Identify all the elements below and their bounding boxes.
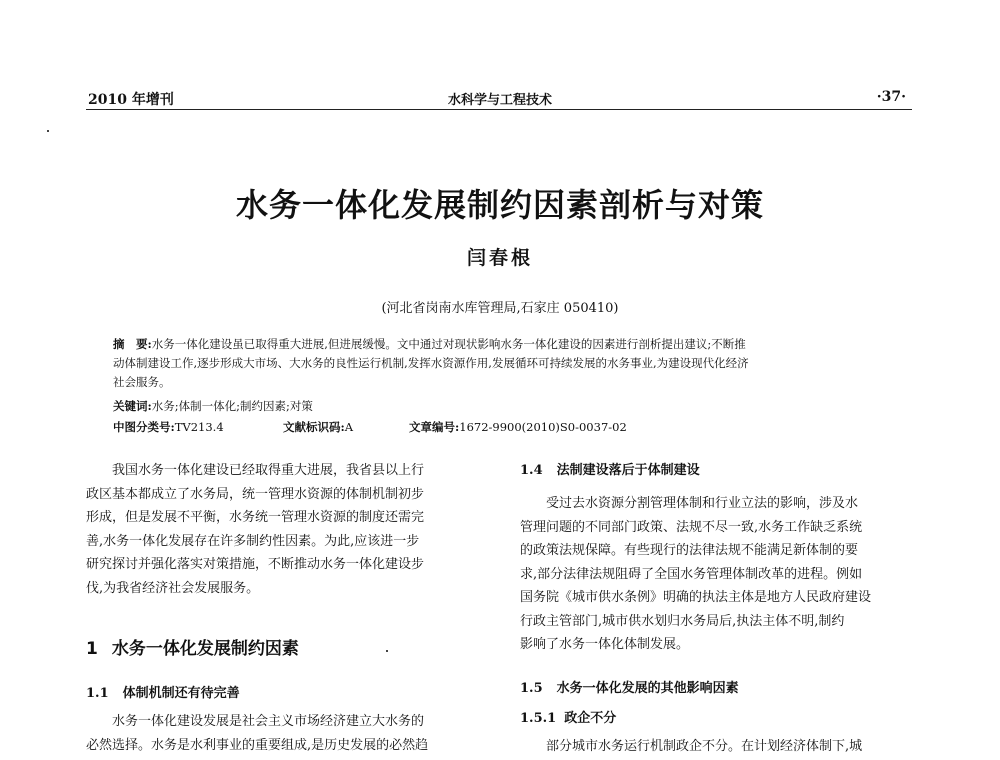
doc-field — [283, 419, 353, 435]
section-title: 法制建设落后于体制建设 — [556, 463, 700, 478]
text-line: 受过去水资源分割管理体制和行业立法的影响，涉及水 — [546, 496, 859, 511]
article-label: 文章编号: — [409, 420, 460, 434]
section-heading-1-5 — [520, 677, 739, 696]
keywords-text: 水务;体制一体化;制约因素;对策 — [151, 399, 313, 413]
abstract-label: 摘 要: — [113, 337, 152, 351]
text-line: 我国水务一体化建设已经取得重大进展，我省县以上行 — [112, 463, 425, 478]
section-heading-1-4 — [520, 459, 700, 478]
section-heading-1-5-1 — [520, 707, 616, 726]
author: 闫春根 — [466, 247, 533, 269]
abstract-line-2: 动体制建设工作,逐步形成大市场、大水务的良性运行机制,发挥水资源作用,发展循环可持续发展的水务事业,为建设现代化经济 — [113, 356, 749, 370]
section-title: 水务一体化发展制约因素 — [111, 639, 299, 659]
clc-value: TV213.4 — [174, 420, 224, 434]
paragraph-1-5-1 — [520, 735, 920, 759]
article-value: 1672-9900(2010)S0-0037-02 — [459, 420, 627, 434]
text-line: 影响了水务一体化体制发展。 — [520, 637, 690, 652]
text-line: 管理问题的不同部门政策、法规不尽一致,水务工作缺乏系统 — [520, 519, 863, 535]
section-title: 水务一体化发展的其他影响因素 — [556, 681, 739, 696]
text-line: 必然选择。水务是水利事业的重要组成,是历史发展的必然趋 — [86, 737, 429, 753]
clc-field — [113, 419, 224, 435]
running-header-left: 2010 年增刊 — [88, 92, 174, 108]
doc-label: 文献标识码: — [283, 420, 345, 434]
text-line: 国务院《城市供水条例》明确的执法主体是地方人民政府建设 — [520, 590, 872, 605]
abstract-line-1 — [113, 336, 746, 352]
intro-paragraph — [86, 459, 496, 600]
text-line: 形成，但是发展不平衡，水务统一管理水资源的制度还需完 — [86, 510, 425, 525]
running-header-journal: 水科学与工程技术 — [447, 93, 552, 108]
section-number: 1.4 — [520, 463, 543, 478]
section-heading-1 — [86, 634, 299, 659]
text-line: 伐,为我省经济社会发展服务。 — [86, 580, 260, 596]
running-header-page: ·37· — [876, 89, 906, 105]
text-line: 的政策法规保障。有些现行的法律法规不能满足新体制的要 — [520, 543, 859, 558]
text-line: 求,部分法律法规阻碍了全国水务管理体制改革的进程。例如 — [520, 566, 863, 582]
speck — [47, 130, 49, 132]
section-number: 1.1 — [86, 686, 109, 701]
doc-value: A — [344, 420, 354, 434]
header-rule — [86, 109, 912, 110]
paragraph-1-1 — [86, 710, 496, 757]
paragraph-1-4 — [520, 492, 920, 657]
section-number: 1.5.1 — [520, 711, 557, 726]
affiliation: (河北省岗南水库管理局,石家庄 050410) — [381, 301, 619, 316]
clc-label: 中图分类号: — [113, 420, 175, 434]
text-line: 水务一体化建设发展是社会主义市场经济建立大水务的 — [112, 714, 425, 729]
section-title: 体制机制还有待完善 — [122, 686, 240, 701]
text-line: 政区基本都成立了水务局，统一管理水资源的体制机制初步 — [86, 486, 425, 502]
text-line: 善,水务一体化发展存在许多制约性因素。为此,应该进一步 — [86, 533, 420, 549]
section-heading-1-1 — [86, 682, 240, 701]
abstract-text: 水务一体化建设虽已取得重大进展,但进展缓慢。文中通过对现状影响水务一体化建设的因素进行剖析提出建议;不断推 — [151, 337, 746, 351]
abstract-line-3: 社会服务。 — [113, 375, 171, 389]
text-line: 研究探讨并强化落实对策措施，不断推动水务一体化建设步 — [86, 557, 425, 572]
article-field — [409, 419, 627, 435]
keywords-label: 关键词: — [113, 399, 152, 413]
speck — [386, 650, 388, 652]
section-title: 政企不分 — [564, 711, 617, 726]
text-line: 部分城市水务运行机制政企不分。在计划经济体制下,城 — [546, 739, 863, 754]
paper-title: 水务一体化发展制约因素剖析与对策 — [235, 186, 764, 224]
keywords — [113, 398, 313, 414]
text-line: 行政主管部门,城市供水划归水务局后,执法主体不明,制约 — [520, 613, 845, 629]
section-number: 1 — [86, 639, 98, 659]
section-number: 1.5 — [520, 681, 543, 696]
